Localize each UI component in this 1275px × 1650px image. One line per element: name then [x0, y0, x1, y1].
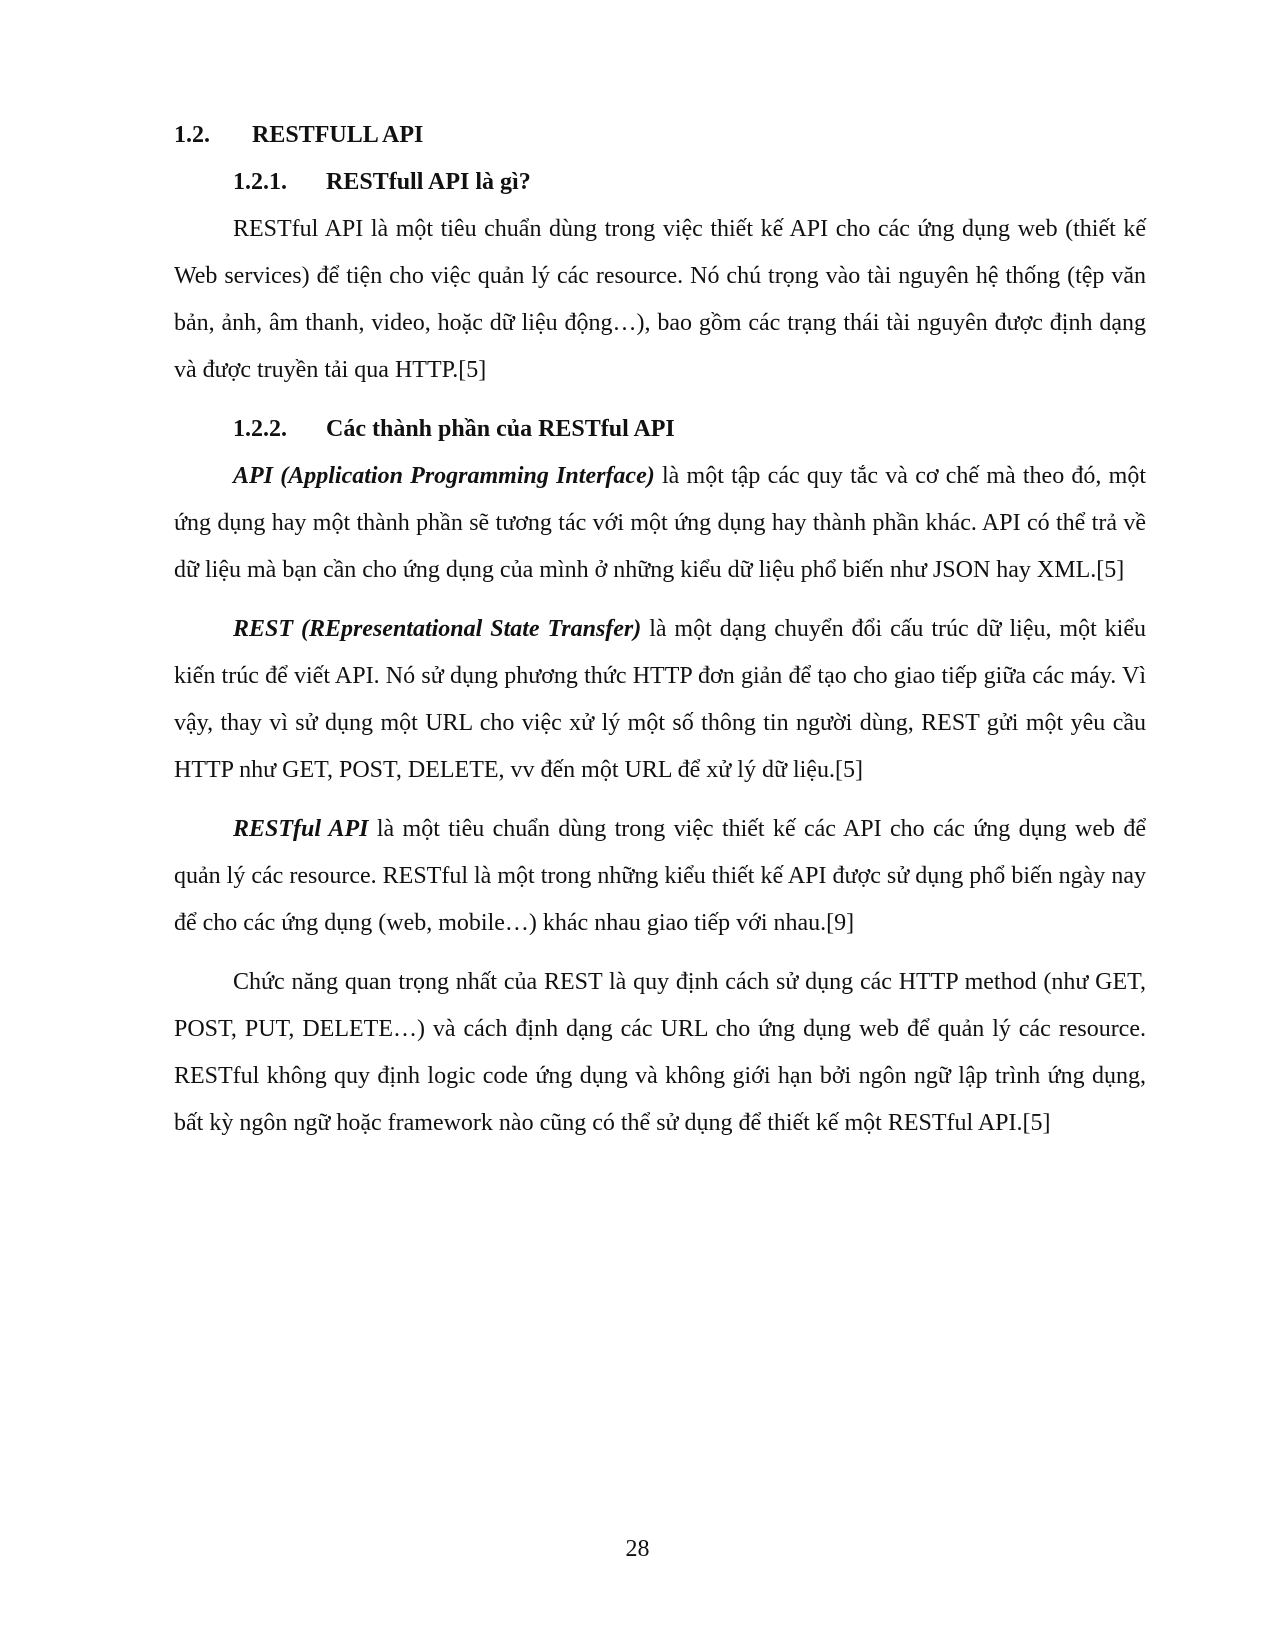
rest-function-paragraph: Chức năng quan trọng nhất của REST là quy định cách sử dụng các HTTP method (như GET, POST, PUT, DELETE…) và cách định dạng các URL cho ứng dụng web để quản lý các resource. RESTful không quy định logic code ứng dụng và không giới hạn bởi ngôn ngữ lập trình ứng dụng, bất kỳ ngôn ngữ hoặc framework nào cũng có thể sử dụng để thiết kế một RESTful API.[5] [174, 969, 1146, 1136]
rest-paragraph [174, 606, 1146, 794]
restful-api-term: RESTful API [233, 816, 369, 842]
section-number: 1.2. [174, 122, 210, 148]
section-heading [174, 112, 1146, 159]
rest-term: REST (REpresentational State Transfer) [233, 616, 642, 642]
rest-text: là một dạng chuyển đổi cấu trúc dữ liệu, một kiểu kiến trúc để viết API. Nó sử dụng phương thức HTTP đơn giản để tạo cho giao tiếp giữa các máy. Vì vậy, thay vì sử dụng một URL cho việc xử lý một số thông tin người dùng, REST gửi một yêu cầu HTTP như GET, POST, DELETE, vv đến một URL để xử lý dữ liệu.[5] [174, 616, 1146, 783]
api-paragraph [174, 453, 1146, 594]
subsection-2-title: Các thành phần của RESTful API [326, 416, 675, 442]
subsection-1-heading [174, 159, 1146, 206]
api-text: là một tập các quy tắc và cơ chế mà theo đó, một ứng dụng hay một thành phần sẽ tương tác với một ứng dụng hay thành phần khác. API có thể trả về dữ liệu mà bạn cần cho ứng dụng của mình ở những kiểu dữ liệu phổ biến như JSON hay XML.[5] [174, 463, 1147, 583]
restful-api-text: là một tiêu chuẩn dùng trong việc thiết kế các API cho các ứng dụng web để quản lý các resource. RESTful là một trong những kiểu thiết kế API được sử dụng phổ biến ngày nay để cho các ứng dụng (web, mobile…) khác nhau giao tiếp với nhau.[9] [174, 816, 1147, 936]
api-term: API (Application Programming Interface) [233, 463, 655, 489]
restful-definition-paragraph: RESTful API là một tiêu chuẩn dùng trong việc thiết kế API cho các ứng dụng web (thiết kế Web services) để tiện cho việc quản lý các resource. Nó chú trọng vào tài nguyên hệ thống (tệp văn bản, ảnh, âm thanh, video, hoặc dữ liệu động…), bao gồm các trạng thái tài nguyên được định dạng và được truyền tải qua HTTP.[5] [174, 216, 1146, 383]
section-title: RESTFULL API [252, 122, 424, 148]
subsection-1-title: RESTfull API là gì? [326, 169, 531, 195]
subsection-1-number: 1.2.1. [233, 169, 287, 195]
page-content [174, 112, 1146, 1147]
restful-api-paragraph [174, 806, 1146, 947]
subsection-2-heading [174, 406, 1146, 453]
subsection-2-number: 1.2.2. [233, 416, 287, 442]
page-number: 28 [625, 1536, 650, 1562]
